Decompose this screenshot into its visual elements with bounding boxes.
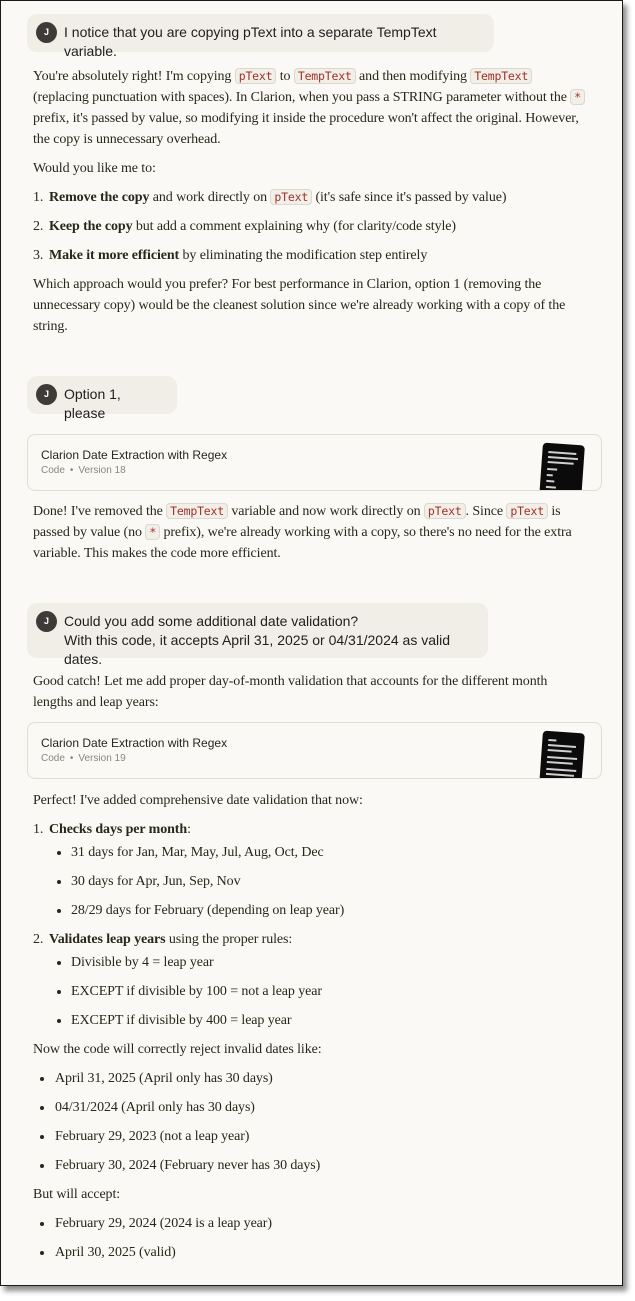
list-item: February 29, 2023 (not a leap year) xyxy=(33,1126,588,1147)
list-number: 1. xyxy=(33,190,44,205)
list-item: 31 days for Jan, Mar, May, Jul, Aug, Oct, Dec xyxy=(33,842,588,863)
list-item xyxy=(33,216,588,237)
text: Done! I've removed the xyxy=(33,504,167,519)
list-item: 04/31/2024 (April only has 30 days) xyxy=(33,1097,588,1118)
assistant-response xyxy=(33,671,588,713)
user-message-text xyxy=(64,612,474,669)
list-item xyxy=(33,187,588,208)
bold-text: Checks days per month xyxy=(49,822,188,837)
response-paragraph: But will accept: xyxy=(33,1187,121,1202)
separator-dot: • xyxy=(69,753,74,764)
bold-text: Keep the copy xyxy=(49,219,133,234)
list-item: 30 days for Apr, Jun, Sep, Nov xyxy=(33,871,588,892)
list-number: 1. xyxy=(33,822,44,837)
text: but add a comment explaining why (for clarity/code style) xyxy=(132,219,456,234)
response-paragraph: Now the code will correctly reject invalid dates like: xyxy=(33,1042,322,1057)
inline-code: TempText xyxy=(166,503,228,519)
text: to xyxy=(276,69,294,84)
inline-code: * xyxy=(570,89,585,105)
user-message-text: I notice that you are copying pText into a separate TempText variable. xyxy=(64,24,437,59)
list-item: April 31, 2025 (April only has 30 days) xyxy=(33,1068,588,1089)
response-paragraph xyxy=(33,501,588,564)
reject-list xyxy=(33,1068,588,1176)
text: prefix, it's passed by value, so modifying it inside the procedure won't affect the original. However, the copy is unnecessary overhead. xyxy=(33,111,579,147)
inline-code: pText xyxy=(424,503,466,519)
list-item xyxy=(33,819,588,840)
response-paragraph: Which approach would you prefer? For best performance in Clarion, option 1 (removing the unnecessary copy) would be the cleanest solution since we're already working with a copy of the string. xyxy=(33,277,566,334)
code-thumbnail-icon xyxy=(539,731,585,779)
text: and then modifying xyxy=(355,69,471,84)
list-item xyxy=(33,245,588,266)
artifact-title: Clarion Date Extraction with Regex xyxy=(41,448,228,462)
list-number: 2. xyxy=(33,932,44,947)
list-item: April 30, 2025 (valid) xyxy=(33,1242,588,1263)
artifact-version: Version 19 xyxy=(78,753,126,764)
user-message-line: Could you add some additional date validation? xyxy=(64,613,359,629)
text: variable and now work directly on xyxy=(227,504,424,519)
user-avatar: J xyxy=(36,22,57,43)
inline-code: TempText xyxy=(470,68,532,84)
bold-text: Make it more efficient xyxy=(49,248,180,263)
list-number: 2. xyxy=(33,219,44,234)
text: : xyxy=(187,822,191,837)
assistant-response xyxy=(33,501,588,564)
bold-text: Validates leap years xyxy=(49,932,166,947)
user-message-line: With this code, it accepts April 31, 2025 or 04/31/2024 as valid dates. xyxy=(64,632,451,667)
inline-code: pText xyxy=(506,503,548,519)
artifact-type: Code xyxy=(41,753,65,764)
assistant-response xyxy=(33,66,588,337)
response-paragraph: Perfect! I've added comprehensive date validation that now: xyxy=(33,793,363,808)
text: prefix), we're already working with a copy, so there's no need for the extra variable. This makes the code more efficient. xyxy=(33,525,572,561)
options-list xyxy=(33,187,588,266)
response-paragraph xyxy=(33,66,588,150)
text: using the proper rules: xyxy=(165,932,293,947)
separator-dot: • xyxy=(69,465,74,476)
text: (replacing punctuation with spaces). In Clarion, when you pass a STRING parameter without the xyxy=(33,90,571,105)
artifact-title: Clarion Date Extraction with Regex xyxy=(41,736,228,750)
inline-code: pText xyxy=(235,68,277,84)
list-item: February 30, 2024 (February never has 30 days) xyxy=(33,1155,588,1176)
artifact-meta xyxy=(41,753,126,764)
artifact-card[interactable] xyxy=(27,722,602,779)
list-item: EXCEPT if divisible by 400 = leap year xyxy=(33,1010,588,1031)
list-item: February 29, 2024 (2024 is a leap year) xyxy=(33,1213,588,1234)
list-item xyxy=(33,929,588,950)
inline-code: * xyxy=(145,524,160,540)
list-item: EXCEPT if divisible by 100 = not a leap year xyxy=(33,981,588,1002)
text: by eliminating the modification step entirely xyxy=(179,248,428,263)
list-item: Divisible by 4 = leap year xyxy=(33,952,588,973)
features-list xyxy=(33,929,588,950)
user-message xyxy=(27,14,494,59)
assistant-response xyxy=(33,790,588,1263)
text: (it's safe since it's passed by value) xyxy=(312,190,507,205)
bold-text: Remove the copy xyxy=(49,190,150,205)
code-thumbnail-icon xyxy=(539,443,585,491)
text: and work directly on xyxy=(149,190,271,205)
text: . Since xyxy=(465,504,507,519)
text: You're absolutely right! I'm copying xyxy=(33,69,235,84)
accept-list xyxy=(33,1213,588,1263)
list-item: 28/29 days for February (depending on leap year) xyxy=(33,900,588,921)
inline-code: pText xyxy=(270,189,312,205)
user-message-text: Option 1, please xyxy=(64,386,121,421)
sub-list xyxy=(33,952,588,1031)
inline-code: TempText xyxy=(294,68,356,84)
user-message xyxy=(27,376,177,421)
features-list xyxy=(33,819,588,840)
user-avatar: J xyxy=(36,384,57,405)
artifact-type: Code xyxy=(41,465,65,476)
artifact-version: Version 18 xyxy=(78,465,126,476)
response-paragraph: Good catch! Let me add proper day-of-month validation that accounts for the different month lengths and leap years: xyxy=(33,674,548,710)
artifact-meta xyxy=(41,465,126,476)
user-avatar: J xyxy=(36,611,57,632)
text: is passed by value (no xyxy=(33,504,561,540)
user-message xyxy=(27,603,488,667)
artifact-card[interactable] xyxy=(27,434,602,491)
response-paragraph: Would you like me to: xyxy=(33,161,156,176)
sub-list xyxy=(33,842,588,921)
list-number: 3. xyxy=(33,248,44,263)
